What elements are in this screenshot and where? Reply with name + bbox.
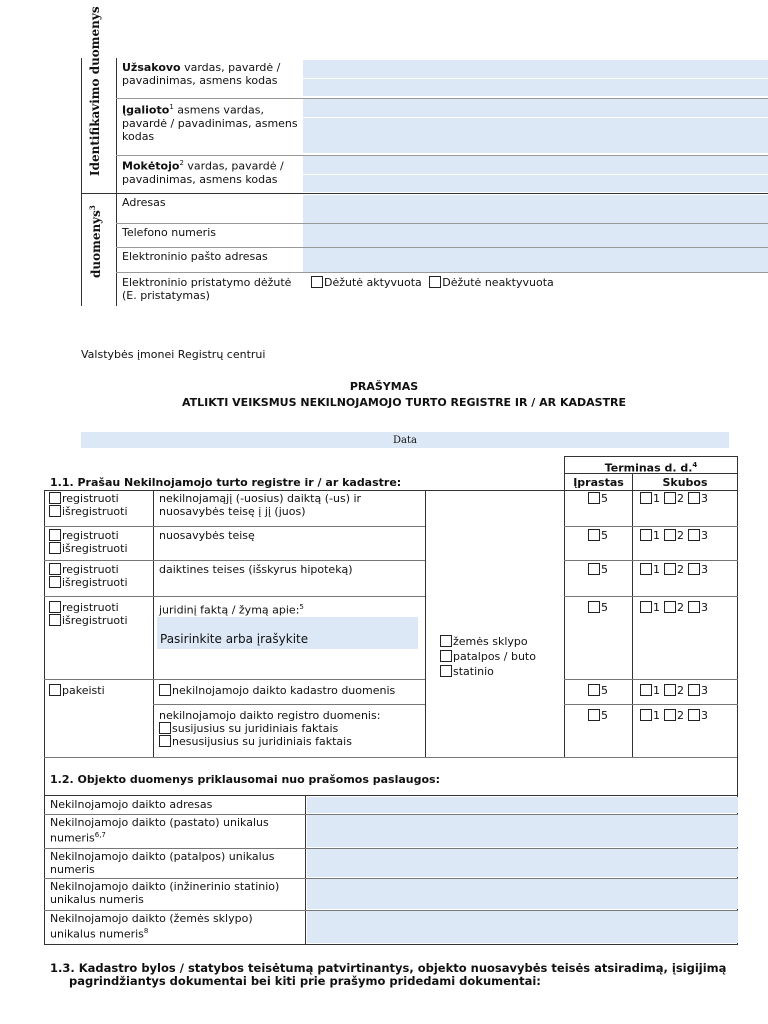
object-data-label: Nekilnojamojo daikto (žemės sklypo) unikalus numeris$^8$ bbox=[50, 912, 253, 941]
regular-term-checkbox[interactable] bbox=[588, 709, 600, 721]
unrelated-juridical-checkbox[interactable] bbox=[159, 735, 171, 747]
address-label: Adresas bbox=[122, 196, 166, 209]
object-data-field[interactable] bbox=[307, 797, 738, 813]
urgent-term-checkbox[interactable] bbox=[688, 492, 700, 504]
land-plot-checkbox[interactable] bbox=[440, 635, 452, 647]
urgent-term-checkbox[interactable] bbox=[664, 563, 676, 575]
email-field[interactable] bbox=[303, 248, 768, 272]
payer-label: Mokėtojo$^2$ vardas, pavardė / pavadinimas, asmens kodas bbox=[122, 159, 284, 186]
ebox-options: Dėžutė aktyvuota Dėžutė neaktyvuota bbox=[311, 276, 554, 289]
regular-term-option: 5 bbox=[588, 563, 608, 576]
identification-vertical-label: Identifikavimo duomenys bbox=[88, 6, 102, 176]
urgent-term-checkbox[interactable] bbox=[688, 684, 700, 696]
contact-vertical-label: duomenys$^3$ bbox=[88, 205, 103, 278]
row4-deregister-checkbox[interactable] bbox=[49, 614, 61, 626]
email-label: Elektroninio pašto adresas bbox=[122, 250, 268, 263]
urgent-term-options: 1 2 3 bbox=[640, 563, 708, 576]
ebox-label: Elektroninio pristatymo dėžutė (E. pristatymas) bbox=[122, 276, 292, 302]
urgent-term-checkbox[interactable] bbox=[688, 709, 700, 721]
row6-description: nekilnojamojo daikto registro duomenis: susijusius su juridiniais faktais nesusijusius su juridiniais faktais bbox=[159, 709, 381, 748]
regular-term-option: 5 bbox=[588, 684, 608, 697]
row1-description: nekilnojamąjį (-uosius) daiktą (-us) ir nuosavybės teisę į jį (juos) bbox=[159, 492, 362, 518]
object-data-field[interactable] bbox=[307, 911, 738, 943]
juridical-fact-select-text: Pasirinkite arba įrašykite bbox=[160, 632, 309, 646]
row4-description: juridinį faktą / žymą apie:$^5$ bbox=[159, 603, 304, 617]
object-type-options: žemės sklypo patalpos / buto statinio bbox=[440, 634, 536, 679]
object-data-label: Nekilnojamojo daikto (pastato) unikalus numeris$^{6,7}$ bbox=[50, 816, 269, 845]
related-juridical-checkbox[interactable] bbox=[159, 722, 171, 734]
object-data-label: Nekilnojamojo daikto (inžinerinio statinio) unikalus numeris bbox=[50, 880, 280, 906]
urgent-term-options: 1 2 3 bbox=[640, 709, 708, 722]
urgent-term-checkbox[interactable] bbox=[664, 529, 676, 541]
document-subtitle: ATLIKTI VEIKSMUS NEKILNOJAMOJO TURTO REGISTRE IR / AR KADASTRE bbox=[181, 396, 627, 409]
row1-register-checkbox[interactable] bbox=[49, 492, 61, 504]
urgent-term-checkbox[interactable] bbox=[688, 563, 700, 575]
row5-description: nekilnojamojo daikto kadastro duomenis bbox=[159, 684, 395, 697]
regular-term-checkbox[interactable] bbox=[588, 684, 600, 696]
structure-checkbox[interactable] bbox=[440, 665, 452, 677]
urgent-term-checkbox[interactable] bbox=[664, 601, 676, 613]
object-data-label: Nekilnojamojo daikto adresas bbox=[50, 798, 213, 811]
urgent-term-checkbox[interactable] bbox=[664, 492, 676, 504]
date-label: Data bbox=[393, 435, 417, 446]
urgent-term-checkbox[interactable] bbox=[664, 684, 676, 696]
regular-term-option: 5 bbox=[588, 601, 608, 614]
section-1-2-heading: 1.2. Objekto duomenys priklausomai nuo prašomos paslaugos: bbox=[50, 773, 440, 786]
row2-description: nuosavybės teisę bbox=[159, 529, 255, 542]
object-data-field[interactable] bbox=[307, 879, 738, 909]
urgent-term-checkbox[interactable] bbox=[640, 601, 652, 613]
row3-actions: registruoti išregistruoti bbox=[49, 563, 128, 589]
row4-register-checkbox[interactable] bbox=[49, 601, 61, 613]
urgent-term-checkbox[interactable] bbox=[688, 601, 700, 613]
row3-register-checkbox[interactable] bbox=[49, 563, 61, 575]
regular-term-checkbox[interactable] bbox=[588, 601, 600, 613]
urgent-term-options: 1 2 3 bbox=[640, 529, 708, 542]
urgent-term-checkbox[interactable] bbox=[688, 529, 700, 541]
object-data-field[interactable] bbox=[307, 849, 738, 877]
ebox-inactive-checkbox[interactable] bbox=[429, 276, 441, 288]
terms-header: Terminas d. d.$^4$ bbox=[604, 461, 698, 475]
regular-term-option: 5 bbox=[588, 709, 608, 722]
urgent-column-header: Skubos bbox=[662, 476, 708, 489]
object-data-field[interactable] bbox=[307, 815, 738, 847]
row2-deregister-checkbox[interactable] bbox=[49, 542, 61, 554]
urgent-term-checkbox[interactable] bbox=[640, 709, 652, 721]
ebox-active-checkbox[interactable] bbox=[311, 276, 323, 288]
row5-actions: pakeisti bbox=[49, 684, 105, 697]
row1-deregister-checkbox[interactable] bbox=[49, 505, 61, 517]
object-data-label: Nekilnojamojo daikto (patalpos) unikalus numeris bbox=[50, 850, 275, 876]
row1-actions: registruoti išregistruoti bbox=[49, 492, 128, 518]
proxy-label: Įgalioto$^1$ asmens vardas, pavardė / pavadinimas, asmens kodas bbox=[122, 103, 298, 143]
regular-term-checkbox[interactable] bbox=[588, 492, 600, 504]
row4-actions: registruoti išregistruoti bbox=[49, 601, 128, 627]
proxy-field[interactable] bbox=[303, 99, 768, 153]
row2-actions: registruoti išregistruoti bbox=[49, 529, 128, 555]
urgent-term-checkbox[interactable] bbox=[640, 492, 652, 504]
regular-term-checkbox[interactable] bbox=[588, 529, 600, 541]
document-title: PRAŠYMAS bbox=[349, 380, 419, 393]
address-field[interactable] bbox=[303, 195, 768, 223]
cadastre-data-checkbox[interactable] bbox=[159, 684, 171, 696]
section-1-1-heading: 1.1. Prašau Nekilnojamojo turto registre ir / ar kadastre: bbox=[50, 476, 402, 489]
row2-register-checkbox[interactable] bbox=[49, 529, 61, 541]
recipient-text: Valstybės įmonei Registrų centrui bbox=[81, 348, 266, 361]
regular-term-option: 5 bbox=[588, 529, 608, 542]
premises-checkbox[interactable] bbox=[440, 650, 452, 662]
section-1-3-heading: 1.3. Kadastro bylos / statybos teisėtumą patvirtinantys, objekto nuosavybės teisės atsiradimą, įsigijimą pagrindžiantys dokumentai bei kiti prie prašymo pridedami dokumentai: bbox=[50, 961, 727, 988]
urgent-term-checkbox[interactable] bbox=[640, 563, 652, 575]
urgent-term-checkbox[interactable] bbox=[640, 684, 652, 696]
urgent-term-options: 1 2 3 bbox=[640, 684, 708, 697]
phone-label: Telefono numeris bbox=[122, 226, 216, 239]
phone-field[interactable] bbox=[303, 224, 768, 247]
row3-description: daiktines teises (išskyrus hipoteką) bbox=[159, 563, 353, 576]
urgent-term-options: 1 2 3 bbox=[640, 492, 708, 505]
urgent-term-options: 1 2 3 bbox=[640, 601, 708, 614]
row5-change-checkbox[interactable] bbox=[49, 684, 61, 696]
regular-column-header: Įprastas bbox=[573, 476, 624, 489]
orderer-label: Užsakovo vardas, pavardė / pavadinimas, asmens kodas bbox=[122, 61, 281, 87]
urgent-term-checkbox[interactable] bbox=[664, 709, 676, 721]
regular-term-checkbox[interactable] bbox=[588, 563, 600, 575]
regular-term-option: 5 bbox=[588, 492, 608, 505]
urgent-term-checkbox[interactable] bbox=[640, 529, 652, 541]
row3-deregister-checkbox[interactable] bbox=[49, 576, 61, 588]
